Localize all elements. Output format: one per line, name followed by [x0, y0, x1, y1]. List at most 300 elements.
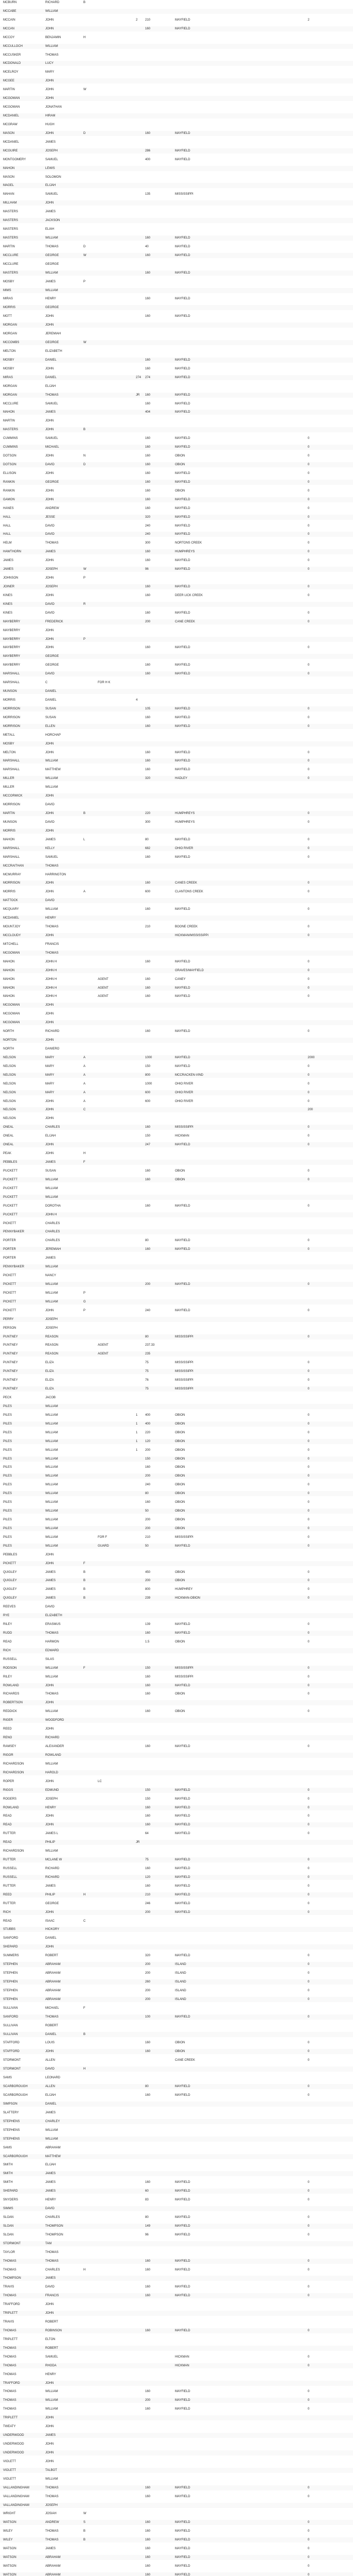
table-row: [0, 532, 353, 537]
location-cell: OBION: [175, 1527, 185, 1530]
initial-cell: A: [83, 890, 86, 894]
acres-cell: 160: [145, 664, 151, 667]
acres-cell: 160: [145, 2564, 151, 2568]
given-name-cell: WILLIAM: [45, 2477, 58, 2481]
table-row: [0, 2302, 353, 2307]
location-cell: MAYFIELD: [175, 585, 190, 588]
location-cell: CANE CREEK: [175, 620, 196, 623]
table-row: [0, 2250, 353, 2255]
location-cell: OBION: [175, 1483, 185, 1487]
given-name-cell: JOSEPH: [45, 568, 58, 571]
value-cell: 0: [308, 768, 310, 772]
given-name-cell: JOHN: [45, 1562, 54, 1565]
surname-cell: METALL: [3, 733, 15, 737]
given-name-cell: WILLIAM: [45, 1710, 58, 1714]
location-cell: MAYFIELD: [175, 2538, 190, 2542]
location-cell: MAYFIELD: [175, 855, 190, 859]
given-name-cell: JOHN: [45, 1945, 54, 1949]
surname-cell: ELLISON: [3, 471, 16, 475]
table-row: [0, 1465, 353, 1470]
surname-cell: JAMES: [3, 568, 14, 571]
initial-cell: W: [83, 568, 86, 571]
value-cell: 0: [308, 2408, 310, 2411]
table-row: [0, 1779, 353, 1784]
acres-cell: 200: [145, 1972, 151, 1975]
surname-cell: MCCORMICK: [3, 794, 23, 798]
surname-cell: THOMAS: [3, 2294, 16, 2298]
value-cell: 0: [308, 1902, 310, 1905]
given-name-cell: HUGH: [45, 123, 55, 126]
value-cell: 0: [308, 1963, 310, 1967]
surname-cell: ROBERTSON: [3, 1701, 23, 1705]
acres-cell: 400: [145, 1413, 151, 1417]
given-name-cell: JOHN: [45, 1099, 54, 1103]
given-name-cell: SUSAN: [45, 716, 56, 719]
given-name-cell: WILLIAM: [45, 1762, 58, 1766]
location-cell: MAYFIELD: [175, 2495, 190, 2498]
table-row: [0, 2424, 353, 2429]
given-name-cell: THOMAS: [45, 2486, 59, 2489]
location-cell: OBION: [175, 1692, 185, 1696]
value-cell: 0: [308, 1091, 310, 1094]
table-row: [0, 802, 353, 807]
acres-cell: 50: [145, 1510, 149, 1513]
given-name-cell: ELIJAH: [45, 2094, 56, 2097]
table-row: [0, 1666, 353, 1671]
surname-cell: NELSON: [3, 1099, 16, 1103]
table-row: [0, 1797, 353, 1802]
given-name-cell: WILLIAM: [45, 1439, 58, 1443]
acres-cell: 40: [145, 245, 149, 248]
given-name-cell: THOMAS: [45, 2015, 59, 2019]
surname-cell: PERRY: [3, 1317, 14, 1321]
acres-cell: 135: [145, 193, 151, 196]
location-cell: MAYFIELD: [175, 315, 190, 318]
acres-cell: 400: [145, 1422, 151, 1426]
value-cell: 0: [308, 2355, 310, 2359]
table-row: [0, 366, 353, 371]
table-row: [0, 401, 353, 406]
given-name-cell: JOHN: [45, 794, 54, 798]
table-row: [0, 1334, 353, 1340]
table-row: [0, 384, 353, 389]
location-cell: MAYFIELD: [175, 402, 190, 405]
acres-cell: 239: [145, 1597, 151, 1600]
given-name-cell: DAVID: [45, 1605, 55, 1609]
table-row: [0, 1997, 353, 2002]
given-name-cell: THOMAS: [45, 2538, 59, 2542]
table-row: [0, 200, 353, 206]
surname-cell: PUNTNEY: [3, 1361, 18, 1365]
table-row: [0, 837, 353, 842]
acres-cell: 246: [145, 1902, 151, 1905]
surname-cell: JOHNSON: [3, 577, 19, 580]
table-row: [0, 1238, 353, 1243]
surname-cell: DOTSON: [3, 463, 16, 467]
given-name-cell: WILLIAM: [45, 44, 58, 48]
value-cell: 0: [308, 1597, 310, 1600]
surname-cell: UNDERWOOD: [3, 2434, 24, 2437]
surname-cell: SIMPSON: [3, 2102, 17, 2106]
acres-cell: 160: [145, 402, 151, 405]
given-name-cell: JOHN: [45, 1021, 54, 1025]
acres-cell: 300: [145, 820, 151, 824]
location-cell: OBION: [175, 1640, 185, 1643]
surname-cell: PILES: [3, 1413, 12, 1417]
given-name-cell: RICHARD: [45, 1736, 60, 1740]
given-name-cell: ANDREW: [45, 506, 59, 510]
value-cell: 0: [308, 1379, 310, 1382]
location-cell: MAYFIELD: [175, 1056, 190, 1059]
table-row: [0, 270, 353, 276]
table-row: [0, 1090, 353, 1095]
surname-cell: PUCKETT: [3, 1169, 18, 1173]
given-name-cell: JOHN: [45, 829, 54, 833]
surname-cell: MAYBERRY: [3, 655, 21, 658]
surname-cell: MCCABE: [3, 9, 16, 13]
surname-cell: READ: [3, 1815, 12, 1818]
given-name-cell: JOSEPH: [45, 1317, 58, 1321]
table-row: [0, 558, 353, 563]
given-name-cell: JOHN: [45, 1012, 54, 1016]
table-row: [0, 1578, 353, 1583]
surname-cell: RICH: [3, 1910, 11, 1914]
surname-cell: STAFFORD: [3, 2050, 20, 2054]
surname-cell: MILLER: [3, 786, 14, 789]
acres-cell: 160: [145, 446, 151, 449]
surname-cell: MELTON: [3, 751, 16, 754]
surname-cell: PEAK: [3, 1152, 12, 1156]
surname-cell: STEPHENS: [3, 2137, 20, 2141]
acres-cell: 160: [145, 1466, 151, 1469]
location-cell: CANEY: [175, 977, 186, 981]
table-row: [0, 2450, 353, 2455]
value-cell: 0: [308, 882, 310, 885]
table-row: [0, 2180, 353, 2185]
location-cell: MAYFIELD: [175, 376, 190, 379]
table-row: [0, 1875, 353, 1880]
surname-cell: MORRISON: [3, 803, 20, 807]
surname-cell: MASTERS: [3, 210, 19, 214]
surname-cell: SUMMERS: [3, 1954, 19, 1958]
surname-cell: ONEAL: [3, 1126, 14, 1129]
acres-cell: 160: [145, 1169, 151, 1173]
given-name-cell: JEREMIAH: [45, 332, 61, 336]
acres-cell: 160: [145, 1692, 151, 1696]
given-name-cell: CHARLES: [45, 2215, 60, 2219]
surname-cell: SCARBOROUGH: [3, 2155, 28, 2158]
surname-cell: THOMAS: [3, 2372, 16, 2376]
acres-cell: 160: [145, 1204, 151, 1208]
surname-cell: PICKETT: [3, 1222, 16, 1225]
value-cell: 0: [308, 2233, 310, 2236]
table-row: [0, 2328, 353, 2333]
acres-cell: 682: [145, 846, 151, 850]
acres-cell: 200: [145, 1963, 151, 1967]
table-row: [0, 1596, 353, 1601]
acres-cell: 160: [145, 724, 151, 728]
table-row: [0, 994, 353, 999]
initial-cell: D: [83, 463, 86, 467]
surname-cell: PUCKETT: [3, 1195, 18, 1199]
table-row: [0, 767, 353, 772]
surname-cell: MCCAIN: [3, 18, 15, 22]
table-row: [0, 1927, 353, 1932]
table-row: [0, 663, 353, 668]
table-row: [0, 418, 353, 423]
given-name-cell: FRANCIS: [45, 942, 59, 946]
surname-cell: SMITH: [3, 2172, 13, 2176]
acres-cell: 80: [145, 2215, 149, 2219]
value-cell: 0: [308, 1867, 310, 1870]
given-name-cell: JOHN: [45, 324, 54, 327]
initial-cell: B: [83, 1588, 86, 1591]
surname-cell: PUNTNEY: [3, 1344, 18, 1347]
acres-cell: 96: [145, 568, 149, 571]
surname-cell: MCGOWAN: [3, 1012, 20, 1016]
value-cell: 0: [308, 2198, 310, 2202]
table-row: [0, 855, 353, 860]
table-row: [0, 1822, 353, 1827]
acres-cell: 160: [145, 995, 151, 998]
location-cell: OBION: [175, 1492, 185, 1496]
table-row: [0, 1944, 353, 1950]
surname-cell: MILLER: [3, 777, 14, 781]
acres-cell: 200: [145, 1527, 151, 1530]
value-cell: 0: [308, 1535, 310, 1539]
table-row: [0, 637, 353, 642]
given-name-cell: JOHN: [45, 1553, 54, 1556]
given-name-cell: ROBINSON: [45, 2329, 62, 2332]
value-cell: 0: [308, 1623, 310, 1626]
acres-cell: 240: [145, 1483, 151, 1487]
surname-cell: KINES: [3, 594, 13, 597]
surname-cell: MARSHALL: [3, 759, 20, 763]
surname-cell: PORTER: [3, 1248, 16, 1251]
value-cell: 0: [308, 471, 310, 475]
location-cell: MAYFIELD: [175, 2390, 190, 2394]
location-cell: OBION: [175, 1579, 185, 1583]
given-name-cell: JOHN: [45, 1152, 54, 1156]
surname-cell: PUCKETT: [3, 1204, 18, 1208]
acres-cell: 240: [145, 524, 151, 528]
table-row: [0, 53, 353, 58]
initial-cell: B: [83, 2538, 86, 2542]
acres-cell: 320: [145, 515, 151, 519]
table-row: [0, 1884, 353, 1889]
surname-cell: STEPHEN: [3, 1972, 18, 1975]
given-name-cell: JOHN: [45, 1004, 54, 1007]
surname-cell: PILES: [3, 1439, 12, 1443]
given-name-cell: ELIZA: [45, 1370, 54, 1374]
given-name-cell: ELIZA: [45, 1361, 54, 1365]
location-cell: HUMPHREYS: [175, 812, 195, 816]
value-cell: 0: [308, 2556, 310, 2560]
given-name-cell: NANCY: [45, 1274, 57, 1278]
surname-cell: MCQUARY: [3, 908, 19, 911]
table-row: [0, 1570, 353, 1575]
given-name-cell: WILLIAM: [45, 2399, 58, 2402]
table-row: [0, 175, 353, 180]
given-name-cell: JOHN: [45, 454, 54, 458]
surname-cell: MONTGOMERY: [3, 158, 26, 161]
table-row: [0, 1299, 353, 1304]
surname-cell: SULLIVAN: [3, 2006, 18, 2010]
table-row: [0, 1726, 353, 1732]
location-cell: MAYFIELD: [175, 2294, 190, 2298]
location-cell: OBION: [175, 1169, 185, 1173]
surname-cell: MASTERS: [3, 271, 19, 275]
surname-cell: HANES: [3, 506, 14, 510]
acres-cell: 240: [145, 1309, 151, 1312]
table-row: [0, 2014, 353, 2020]
surname-cell: SULLIVAN: [3, 2032, 18, 2036]
given-name-cell: WILLIAM: [45, 1431, 58, 1434]
given-name-cell: MARY: [45, 71, 55, 74]
surname-cell: THOMPSON: [3, 2277, 21, 2280]
location-cell: MAYFIELD: [175, 1832, 190, 1836]
given-name-cell: JOSIAH: [45, 2512, 57, 2516]
value-cell: 0: [308, 1832, 310, 1836]
location-cell: MAYFIELD: [175, 724, 190, 728]
table-row: [0, 1622, 353, 1627]
surname-cell: VALLANDINGHAM: [3, 2486, 29, 2489]
surname-cell: TRIPLETT: [3, 2312, 18, 2315]
location-cell: MAYFIELD: [175, 2556, 190, 2560]
table-row: [0, 1073, 353, 1078]
table-row: [0, 575, 353, 581]
table-row: [0, 2284, 353, 2290]
table-row: [0, 1351, 353, 1357]
surname-cell: PERSON: [3, 1326, 16, 1330]
value-cell: 0: [308, 1972, 310, 1975]
acres-cell: 160: [145, 1710, 151, 1714]
acres-cell: 600: [145, 1099, 151, 1103]
location-cell: MAYFIELD: [175, 838, 190, 841]
surname-cell: RUSSELL: [3, 1657, 17, 1661]
value-cell: 0: [308, 2547, 310, 2551]
value-cell: 0: [308, 2495, 310, 2498]
table-row: [0, 628, 353, 633]
given-name-cell: JAMES: [45, 1579, 56, 1583]
given-name-cell: SAMUEL: [45, 2355, 58, 2359]
acres-cell: 160: [145, 716, 151, 719]
initial-cell: B: [83, 1570, 86, 1574]
surname-cell: MCDANIEL: [3, 114, 20, 118]
surname-cell: MCGOWAN: [3, 1021, 20, 1025]
surname-cell: MCGUIRE: [3, 149, 18, 152]
surname-cell: RYE: [3, 1614, 10, 1618]
surname-cell: PENNYBAKER: [3, 1230, 25, 1234]
surname-cell: PILES: [3, 1431, 12, 1434]
given-name-cell: THOMAS: [45, 2259, 59, 2263]
acres-cell: 320: [145, 1954, 151, 1958]
given-name-cell: SAMUEL: [45, 193, 58, 196]
acres-cell: 160: [145, 1632, 151, 1635]
location-cell: OBION: [175, 1570, 185, 1574]
surname-cell: MARSHALL: [3, 681, 20, 685]
given-name-cell: WILLIAM: [45, 1283, 58, 1286]
given-name-cell: JOHN: [45, 934, 54, 937]
surname-cell: MCBURN: [3, 1, 17, 4]
given-name-cell: WOODFORD: [45, 1719, 64, 1722]
table-row: [0, 793, 353, 799]
given-name-cell: RICHARD: [45, 1867, 60, 1870]
value-cell: 0: [308, 1510, 310, 1513]
value-cell: 0: [308, 1570, 310, 1574]
location-cell: MAYFIELD: [175, 437, 190, 440]
value-cell: 0: [308, 664, 310, 667]
given-name-cell: SAMUEL: [45, 437, 58, 440]
location-cell: MAYFIELD: [175, 2224, 190, 2228]
table-row: [0, 654, 353, 659]
surname-cell: MORRIS: [3, 890, 15, 894]
table-row: [0, 1561, 353, 1566]
table-row: [0, 2477, 353, 2482]
location-cell: MAYFIELD: [175, 611, 190, 615]
surname-cell: PICKETT: [3, 1300, 16, 1303]
location-cell: MAYFIELD: [175, 2190, 190, 2193]
given-name-cell: SAMUEL: [45, 158, 58, 161]
initial-cell: A: [83, 1099, 86, 1103]
table-row: [0, 358, 353, 363]
acres-cell: 76: [145, 1379, 149, 1382]
given-name-cell: DAVID: [45, 672, 55, 676]
surname-cell: MCGEE: [3, 79, 15, 83]
surname-cell: SLOAN: [3, 2233, 14, 2236]
initial-cell: P: [83, 280, 86, 283]
table-row: [0, 2128, 353, 2133]
table-row: [0, 584, 353, 589]
initial-cell: F: [83, 1562, 85, 1565]
given-name-cell: JAMES: [45, 280, 56, 283]
value-cell: 0: [308, 1370, 310, 1374]
acres-cell: 120: [145, 1875, 151, 1879]
value-cell: 0: [308, 1204, 310, 1208]
value-cell: 0: [308, 1248, 310, 1251]
location-cell: OHIO RIVER: [175, 846, 193, 850]
table-row: [0, 131, 353, 136]
note-cell: AGENT: [98, 977, 109, 981]
table-row: [0, 1369, 353, 1374]
acres-cell: 50: [145, 1544, 149, 1548]
value-cell: 0: [308, 1064, 310, 1068]
surname-cell: MORGAN: [3, 384, 17, 388]
given-name-cell: THOMAS: [45, 2530, 59, 2533]
given-name-cell: WILLIAM: [45, 2408, 58, 2411]
surname-cell: SLOAN: [3, 2224, 14, 2228]
location-cell: MAYFIELD: [175, 1283, 190, 1286]
table-row: [0, 2102, 353, 2107]
value-cell: 0: [308, 1283, 310, 1286]
value-cell: 0: [308, 707, 310, 710]
surname-cell: RIGOR: [3, 1753, 13, 1757]
given-name-cell: LUCY: [45, 62, 54, 65]
given-name-cell: FRANCIS: [45, 2294, 59, 2298]
surname-cell: RAMSEY: [3, 1745, 16, 1749]
initial-cell: H: [83, 1893, 86, 1896]
table-row: [0, 218, 353, 223]
acres-cell: 150: [145, 1666, 151, 1670]
note-cell: AGENT: [98, 1352, 109, 1356]
location-cell: MAYFIELD: [175, 716, 190, 719]
surname-cell: RUTTER: [3, 1884, 16, 1888]
surname-cell: RODSON: [3, 1666, 17, 1670]
acres-cell: 160: [145, 986, 151, 990]
surname-cell: TWEATY: [3, 2425, 16, 2429]
table-row: [0, 750, 353, 755]
given-name-cell: JOHN: [45, 489, 54, 493]
